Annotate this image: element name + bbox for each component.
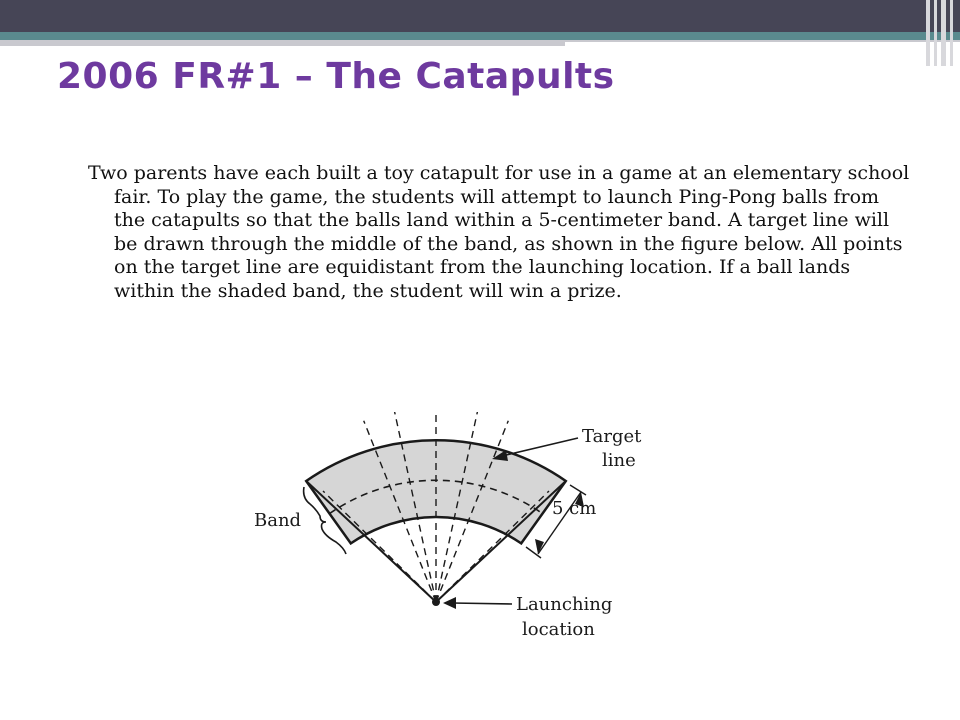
- launch-label-line2: location: [522, 619, 595, 640]
- launch-arrow-head: [443, 597, 456, 609]
- header-bar: [0, 0, 960, 32]
- launch-point: [432, 598, 440, 606]
- target-arrow-shaft: [502, 438, 578, 456]
- dimension-ext-outer: [570, 485, 586, 495]
- launch-arrow-shaft: [452, 603, 512, 604]
- slide-title: 2006 FR#1 – The Catapults: [57, 56, 615, 97]
- header-cutout: [565, 42, 960, 52]
- width-label: 5 cm: [552, 498, 597, 519]
- corner-decoration: [922, 0, 960, 66]
- target-label-line2: line: [602, 450, 636, 471]
- target-label-line1: Target: [582, 426, 642, 447]
- header-accent-line: [0, 32, 960, 40]
- band-label: Band: [254, 510, 302, 531]
- launch-label-line1: Launching: [516, 594, 613, 615]
- problem-text: Two parents have each built a toy catapult for use in a game at an elementary school fair. To play the game, the students will attempt to launch Ping-Pong balls from the catapults so that the balls land within a 5-centimeter band. A target line will be drawn through the middle of the band, as shown in the figure below. All points on the target line are equidistant from the launching location. If a ball lands within the shaded band, the student will win a prize.: [88, 162, 910, 302]
- catapult-figure: [240, 412, 680, 652]
